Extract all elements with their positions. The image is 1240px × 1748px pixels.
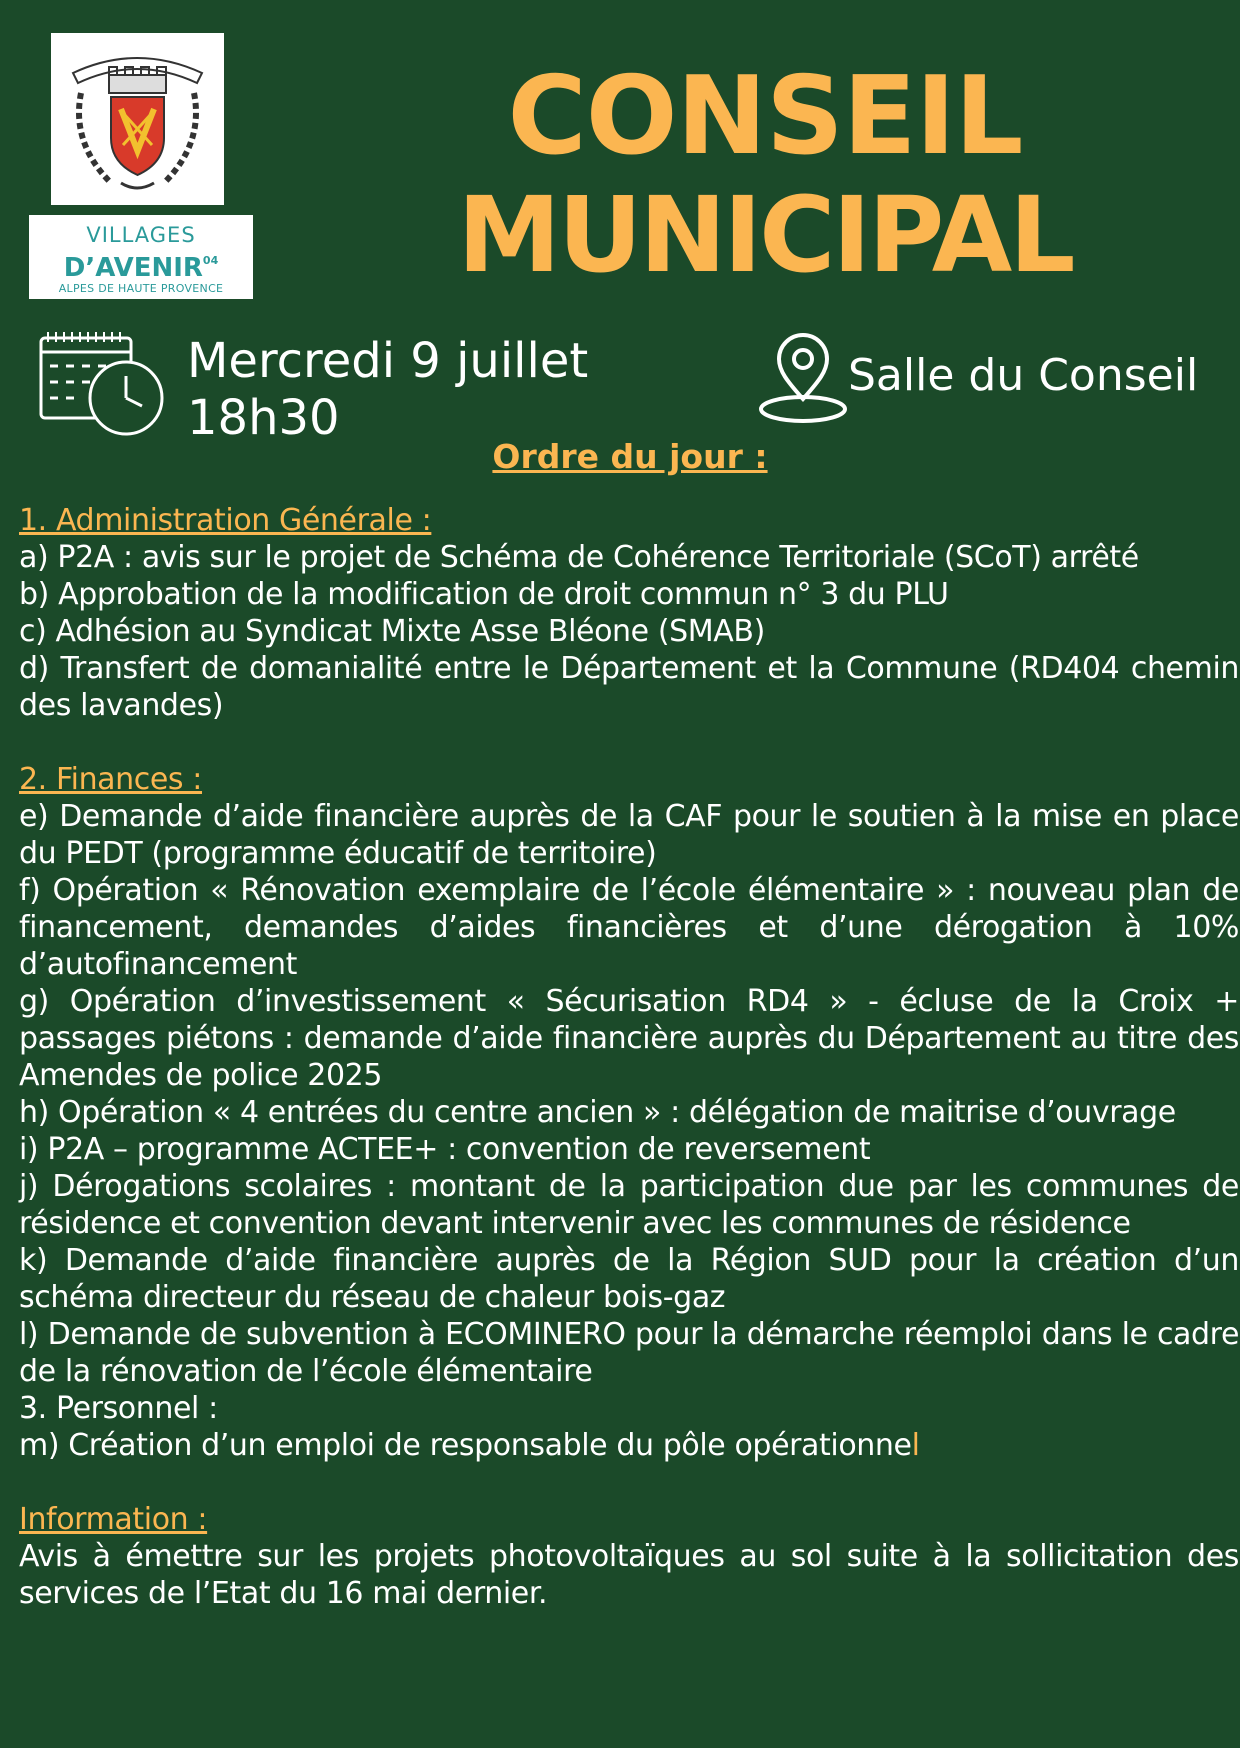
section-heading-finances: 2. Finances : xyxy=(19,762,203,797)
agenda-item: j) Dérogations scolaires : montant de la participation due par les communes de résidence et convention devant intervenir avec les communes de résidence xyxy=(19,1169,1239,1241)
location-pin-icon xyxy=(757,333,849,425)
information-text: Avis à émettre sur les projets photovoltaïques au sol suite à la sollicitation des services de l’Etat du 16 mai dernier. xyxy=(19,1539,1239,1611)
agenda-item: e) Demande d’aide financière auprès de la CAF pour le soutien à la mise en place du PEDT (programme éducatif de territoire) xyxy=(19,799,1239,871)
event-place: Salle du Conseil xyxy=(848,350,1199,401)
event-datetime xyxy=(187,333,588,447)
agenda-body xyxy=(19,502,1239,1612)
agenda-item: c) Adhésion au Syndicat Mixte Asse Bléone (SMAB) xyxy=(19,614,765,649)
agenda-item: d) Transfert de domanialité entre le Département et la Commune (RD404 chemin des lavandes) xyxy=(19,651,1239,723)
agenda-item: f) Opération « Rénovation exemplaire de l’école élémentaire » : nouveau plan de financement, demandes d’aides financières et d’une dérogation à 10% d’autofinancement xyxy=(19,873,1239,982)
villages-sup: 04 xyxy=(202,254,219,267)
event-time: 18h30 xyxy=(187,390,340,446)
section-heading-information: Information : xyxy=(19,1502,208,1537)
villages-davenir-logo xyxy=(29,215,253,299)
section-heading-personnel: 3. Personnel : xyxy=(19,1391,218,1426)
agenda-item-personnel: m) Création d’un emploi de responsable du pôle opérationnel xyxy=(19,1428,920,1463)
agenda-item: h) Opération « 4 entrées du centre ancien » : délégation de maitrise d’ouvrage xyxy=(19,1095,1176,1130)
agenda-item: i) P2A – programme ACTEE+ : convention de reversement xyxy=(19,1132,871,1167)
crest-logo xyxy=(51,33,224,205)
title-line1: CONSEIL xyxy=(507,54,1023,179)
agenda-item: l) Demande de subvention à ECOMINERO pour la démarche réemploi dans le cadre de la rénovation de l’école élémentaire xyxy=(19,1317,1239,1389)
calendar-clock-icon xyxy=(38,330,166,440)
section-heading-admin: 1. Administration Générale : xyxy=(19,503,432,538)
villages-line2: D’AVENIR$^{04}$ xyxy=(63,253,219,283)
page-title xyxy=(290,54,1240,296)
agenda-item: b) Approbation de la modification de droit commun n° 3 du PLU xyxy=(19,577,949,612)
event-date: Mercredi 9 juillet xyxy=(187,333,589,389)
coat-of-arms-icon xyxy=(51,33,224,205)
villages-line3: ALPES DE HAUTE PROVENCE xyxy=(58,282,224,295)
agenda-item: k) Demande d’aide financière auprès de la Région SUD pour la création d’un schéma directeur du réseau de chaleur bois-gaz xyxy=(19,1243,1239,1315)
agenda-item: g) Opération d’investissement « Sécurisation RD4 » - écluse de la Croix + passages piétons : demande d’aide financière auprès du Département au titre des Amendes de police 2025 xyxy=(19,984,1239,1093)
agenda-item: a) P2A : avis sur le projet de Schéma de Cohérence Territoriale (SCoT) arrêté xyxy=(19,540,1139,575)
villages-line1: VILLAGES xyxy=(86,223,196,247)
agenda-title: Ordre du jour : xyxy=(492,437,768,476)
title-line2: MUNICIPAL xyxy=(457,174,1073,296)
